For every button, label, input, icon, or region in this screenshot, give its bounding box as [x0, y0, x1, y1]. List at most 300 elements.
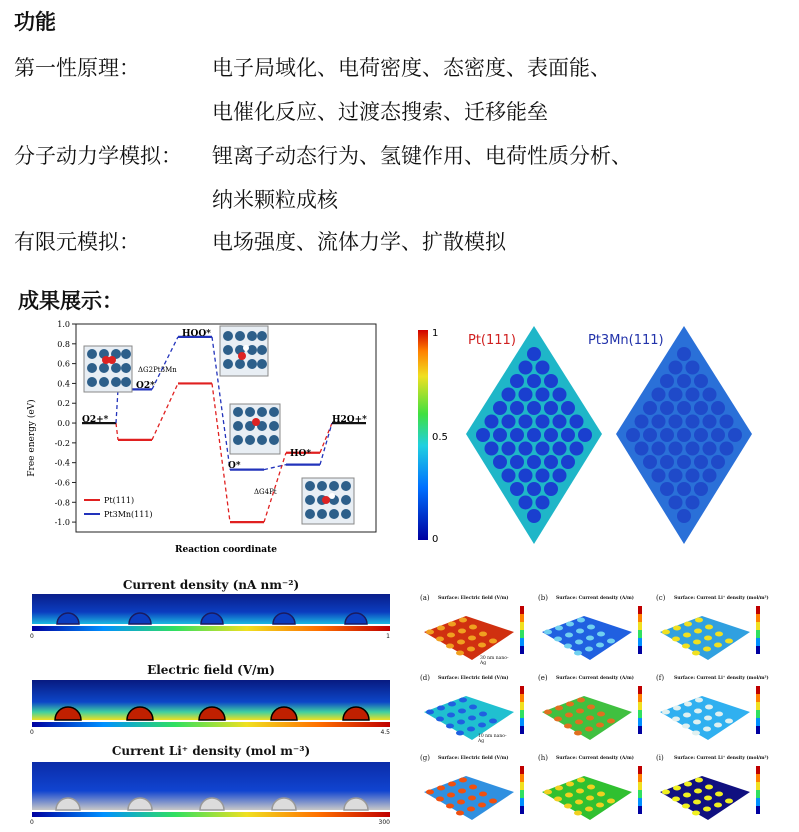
surface-spot	[682, 804, 690, 809]
density-spot	[502, 469, 516, 483]
colorbar-segment	[520, 806, 524, 814]
density-spot	[660, 428, 674, 442]
heading-results: 成果展示：	[18, 289, 123, 313]
colorbar-segment	[756, 782, 760, 790]
density-spot	[527, 401, 541, 415]
surface-spot	[447, 633, 455, 638]
particle-bump	[271, 707, 297, 720]
density-spot	[686, 361, 700, 375]
density-spot	[510, 482, 524, 496]
colorbar-segment	[756, 622, 760, 630]
surface-spot	[566, 702, 574, 707]
colorbar-segment	[520, 622, 524, 630]
y-tick-label: 1.0	[57, 320, 70, 329]
density-spot	[527, 374, 541, 388]
surface-spot	[587, 705, 595, 710]
density-spot	[578, 428, 592, 442]
surface-spot	[597, 792, 605, 797]
colorbar-segment	[756, 614, 760, 622]
density-spot	[652, 469, 666, 483]
surface-spot	[586, 636, 594, 641]
surface-spot	[489, 719, 497, 724]
scale-min: 0	[30, 729, 34, 736]
surface-spot	[693, 800, 701, 805]
y-tick-label: 0.8	[57, 339, 70, 349]
density-spot	[561, 401, 575, 415]
colorbar-segment	[520, 726, 524, 734]
surface-spot	[575, 800, 583, 805]
density-spot	[686, 496, 700, 510]
colorbar-segment	[638, 686, 642, 694]
particle-bump	[56, 798, 80, 810]
colorbar-segment	[638, 782, 642, 790]
particle-bump	[57, 613, 79, 624]
density-spot	[536, 469, 550, 483]
surface-spot	[577, 778, 585, 783]
colorbar-segment	[520, 694, 524, 702]
surface-spot	[459, 618, 467, 623]
row-label-first-principles: 第一性原理：	[14, 56, 140, 80]
panel-tag: (g)	[420, 754, 430, 762]
panel-title: Surface: Electric field (V/m)	[438, 676, 509, 681]
colorbar-segment	[638, 798, 642, 806]
surface-spot	[576, 789, 584, 794]
surface-spot	[426, 710, 434, 715]
surface-spot	[554, 637, 562, 642]
colorbar-segment	[520, 686, 524, 694]
molecule-inset-hoo	[220, 326, 268, 376]
density-spot	[502, 388, 516, 402]
colorbar-segment	[638, 726, 642, 734]
surface-spot	[479, 792, 487, 797]
colorbar-segment	[638, 614, 642, 622]
state-label: HOO*	[182, 329, 211, 339]
colorbar-segment	[756, 766, 760, 774]
density-spot	[510, 455, 524, 469]
y-tick-label: 0.4	[57, 379, 70, 389]
surface-spot	[586, 716, 594, 721]
surface-spot	[554, 797, 562, 802]
surface-plot-grid	[418, 594, 790, 830]
fem-panels	[30, 578, 392, 830]
surface-spot	[672, 797, 680, 802]
density-spot	[669, 361, 683, 375]
density-spot	[527, 482, 541, 496]
surface-spot	[684, 782, 692, 787]
surface-spot	[596, 803, 604, 808]
colorbar-segment	[520, 710, 524, 718]
density-spot	[570, 442, 584, 456]
surface-spot	[478, 723, 486, 728]
density-spot	[561, 428, 575, 442]
surface-spot	[447, 713, 455, 718]
density-spot	[635, 415, 649, 429]
density-spot	[694, 455, 708, 469]
row-line: 电催化反应、过渡态搜索、迁移能垒	[212, 100, 548, 124]
state-label: O2*	[136, 381, 155, 391]
surface-spot	[715, 712, 723, 717]
colorbar-segment	[638, 790, 642, 798]
y-tick-label: 0.2	[57, 399, 70, 409]
density-spot	[669, 469, 683, 483]
y-tick-label: -1.0	[54, 518, 70, 528]
colorbar-segment	[756, 798, 760, 806]
surface-spot	[564, 724, 572, 729]
density-spot	[544, 401, 558, 415]
colorbar-segment	[756, 638, 760, 646]
panel-title: Surface: Electric field (V/m)	[438, 596, 509, 601]
surface-spot	[673, 786, 681, 791]
colorbar	[418, 330, 428, 540]
colorbar-segment	[638, 630, 642, 638]
density-spot	[643, 401, 657, 415]
surface-spot	[456, 651, 464, 656]
particle-bump	[199, 707, 225, 720]
density-spot	[519, 469, 533, 483]
surface-spot	[467, 727, 475, 732]
particle-bump	[272, 798, 296, 810]
scale-max: 1	[386, 633, 390, 640]
particle-bump	[345, 613, 367, 624]
density-spot	[703, 469, 717, 483]
surface-spot	[555, 786, 563, 791]
surface-spot	[478, 643, 486, 648]
surface-spot	[715, 792, 723, 797]
density-spot	[686, 415, 700, 429]
density-spot	[652, 415, 666, 429]
density-spot	[493, 401, 507, 415]
surface-spot	[574, 811, 582, 816]
panel-tag: (c)	[656, 594, 666, 602]
surface-spot	[566, 782, 574, 787]
surface-spot	[468, 636, 476, 641]
density-spot	[544, 374, 558, 388]
surface-spot	[662, 710, 670, 715]
surface-spot	[436, 717, 444, 722]
surface-spot	[574, 651, 582, 656]
colorbar-segment	[638, 766, 642, 774]
density-spot	[677, 401, 691, 415]
density-spot	[720, 415, 734, 429]
surface-spot	[448, 622, 456, 627]
density-spot	[677, 374, 691, 388]
density-spot	[626, 428, 640, 442]
surface-spot	[479, 712, 487, 717]
density-spot	[720, 442, 734, 456]
colorbar-segment	[520, 614, 524, 622]
particle-bump	[343, 707, 369, 720]
surface-spot	[692, 731, 700, 736]
surface-spot	[436, 797, 444, 802]
surface-spot	[564, 804, 572, 809]
density-spot	[536, 388, 550, 402]
surface-spot	[575, 640, 583, 645]
panel-title: Surface: Current Li⁺ density (mol/m³)	[674, 676, 769, 681]
density-spot	[527, 347, 541, 361]
density-spot	[544, 455, 558, 469]
density-spot	[694, 428, 708, 442]
density-spot	[677, 482, 691, 496]
state-label: O*	[228, 461, 241, 471]
density-spot	[660, 374, 674, 388]
y-tick-label: -0.4	[54, 458, 70, 468]
surface-spot	[479, 632, 487, 637]
surface-spot	[469, 625, 477, 630]
panel-tag: (a)	[420, 594, 430, 602]
density-spot	[652, 388, 666, 402]
legend-label: Pt(111)	[104, 496, 135, 505]
density-spot	[703, 388, 717, 402]
density-spot	[519, 388, 533, 402]
scale-max: 300	[378, 819, 390, 826]
surface-spot	[705, 785, 713, 790]
surface-spot	[585, 647, 593, 652]
surface-spot	[597, 632, 605, 637]
colorbar-segment	[520, 630, 524, 638]
density-spot	[527, 509, 541, 523]
colorbar-segment	[756, 806, 760, 814]
density-spot	[686, 388, 700, 402]
annotation-note: 30 nm nano-Ag	[480, 656, 509, 666]
colorbar-segment	[520, 798, 524, 806]
density-spot	[493, 428, 507, 442]
scale-min: 0	[30, 633, 34, 640]
surface-spot	[714, 723, 722, 728]
density-spot	[635, 442, 649, 456]
molecule-inset-o	[230, 404, 280, 454]
surface-spot	[585, 807, 593, 812]
surface-spot	[459, 698, 467, 703]
surface-spot	[694, 789, 702, 794]
surface-spot	[469, 705, 477, 710]
surface-spot	[695, 698, 703, 703]
panel-tag: (d)	[420, 674, 430, 682]
density-spot	[502, 442, 516, 456]
surface-spot	[682, 644, 690, 649]
panel-title: Surface: Current Li⁺ density (mol/m³)	[674, 756, 769, 761]
colorbar-max: 1	[432, 328, 439, 339]
colorbar-segment	[520, 718, 524, 726]
density-spot	[553, 388, 567, 402]
heading-function: 功能	[14, 10, 56, 34]
surface-spot	[714, 643, 722, 648]
density-spot	[476, 428, 490, 442]
surface-spot	[587, 625, 595, 630]
surface-spot	[672, 637, 680, 642]
free-energy-chart	[20, 318, 380, 558]
particle-bumps	[30, 578, 392, 830]
surface-spot	[607, 719, 615, 724]
surface-spot	[704, 716, 712, 721]
surface-spot	[566, 622, 574, 627]
surface-spot	[596, 723, 604, 728]
legend-label: Pt3Mn(111)	[104, 510, 153, 519]
panel-label-pt3mn: Pt3Mn(111)	[588, 333, 664, 348]
density-spot	[694, 374, 708, 388]
colorbar-segment	[756, 606, 760, 614]
particle-bump	[200, 798, 224, 810]
surface-spot	[692, 651, 700, 656]
density-spot	[669, 388, 683, 402]
colorbar-segment	[638, 702, 642, 710]
surface-spot	[456, 731, 464, 736]
particle-bump	[201, 613, 223, 624]
delta-g-label: ΔG2Pt3Mn	[138, 366, 177, 374]
colorbar-segment	[638, 622, 642, 630]
surface-spot	[673, 626, 681, 631]
panel-title: Electric field (V/m)	[147, 663, 275, 677]
colorbar-segment	[756, 646, 760, 654]
molecule-inset-ho	[302, 478, 354, 524]
surface-spot	[597, 712, 605, 717]
state-label: H2O+*	[332, 415, 367, 425]
surface-spot	[596, 643, 604, 648]
surface-spot	[694, 629, 702, 634]
surface-spot	[426, 630, 434, 635]
density-spot	[485, 415, 499, 429]
colorbar-segment	[756, 686, 760, 694]
surface-spot	[565, 793, 573, 798]
surface-spot	[458, 709, 466, 714]
colorbar-segment	[520, 606, 524, 614]
colorbar-segment	[520, 790, 524, 798]
y-axis-label: Free energy (eV)	[27, 399, 37, 477]
surface-spot	[458, 629, 466, 634]
surface-spot	[585, 727, 593, 732]
density-spot	[544, 482, 558, 496]
density-spot	[677, 509, 691, 523]
density-spot	[493, 455, 507, 469]
density-spot	[510, 374, 524, 388]
row-line: 纳米颗粒成核	[212, 188, 338, 212]
surface-spot	[437, 626, 445, 631]
surface-spot	[607, 639, 615, 644]
colorbar-segment	[756, 694, 760, 702]
colorbar-segment	[638, 774, 642, 782]
density-spot	[660, 455, 674, 469]
panel-title: Surface: Current Li⁺ density (mol/m³)	[674, 596, 769, 601]
density-spot	[570, 415, 584, 429]
surface-spot	[446, 724, 454, 729]
colorbar-min: 0	[432, 534, 439, 545]
colorbar-segment	[638, 638, 642, 646]
density-spot	[502, 415, 516, 429]
surface-spot	[577, 618, 585, 623]
surface-spot	[555, 706, 563, 711]
density-spot	[519, 415, 533, 429]
molecule-inset-o2	[84, 346, 132, 392]
panel-tag: (h)	[538, 754, 548, 762]
x-axis-label: Reaction coordinate	[175, 545, 277, 555]
panel-tag: (i)	[656, 754, 664, 762]
surface-spot	[489, 799, 497, 804]
density-spot	[643, 455, 657, 469]
density-spot	[694, 482, 708, 496]
surface-spot	[489, 639, 497, 644]
density-spot	[536, 442, 550, 456]
panel-title: Surface: Current density (A/m)	[556, 596, 634, 601]
surface-spot	[705, 625, 713, 630]
density-spot	[703, 442, 717, 456]
surface-spot	[468, 796, 476, 801]
density-spot	[652, 442, 666, 456]
colorbar-segment	[756, 774, 760, 782]
surface-spot	[715, 632, 723, 637]
surface-panel	[418, 594, 534, 672]
surface-spot	[692, 811, 700, 816]
surface-spot	[725, 639, 733, 644]
surface-spot	[703, 727, 711, 732]
surface-panel	[536, 594, 652, 672]
state-label: O2+*	[82, 415, 109, 425]
scale-max: 4.5	[380, 729, 390, 736]
surface-spot	[683, 793, 691, 798]
density-spot	[728, 428, 742, 442]
density-spot	[677, 347, 691, 361]
density-spot	[643, 428, 657, 442]
colorbar-segment	[638, 718, 642, 726]
particle-bump	[127, 707, 153, 720]
surface-spot	[437, 706, 445, 711]
surface-spot	[703, 647, 711, 652]
surface-spot	[554, 717, 562, 722]
delta-g-label: ΔG4Pt	[254, 488, 277, 496]
surface-panel	[654, 754, 770, 832]
row-label-fem: 有限元模拟：	[14, 230, 140, 254]
row-line: 电场强度、流体力学、扩散模拟	[212, 230, 506, 254]
surface-spot	[662, 790, 670, 795]
density-spot	[561, 455, 575, 469]
panel-title: Surface: Current density (A/m)	[556, 676, 634, 681]
colorbar-segment	[756, 790, 760, 798]
surface-spot	[544, 630, 552, 635]
density-spot	[711, 455, 725, 469]
panel-tag: (e)	[538, 674, 548, 682]
colorbar-segment	[520, 646, 524, 654]
surface-spot	[565, 713, 573, 718]
surface-spot	[704, 636, 712, 641]
surface-spot	[714, 803, 722, 808]
row-line: 电子局域化、电荷密度、态密度、表面能、	[212, 56, 611, 80]
panel-title: Surface: Current density (A/m)	[556, 756, 634, 761]
surface-spot	[683, 713, 691, 718]
density-spot	[694, 401, 708, 415]
surface-panel	[654, 594, 770, 672]
colorbar-segment	[756, 726, 760, 734]
density-spot	[711, 428, 725, 442]
surface-spot	[459, 778, 467, 783]
surface-spot	[684, 622, 692, 627]
density-spot	[669, 496, 683, 510]
surface-spot	[672, 717, 680, 722]
density-spot	[703, 415, 717, 429]
annotation-note: 10 nm nano-Ag	[478, 734, 507, 744]
y-tick-label: -0.6	[54, 478, 70, 488]
density-spot	[686, 469, 700, 483]
surface-spot	[564, 644, 572, 649]
density-spot	[510, 428, 524, 442]
surface-spot	[467, 647, 475, 652]
surface-spot	[448, 782, 456, 787]
surface-spot	[457, 720, 465, 725]
density-spot	[553, 415, 567, 429]
surface-spot	[446, 804, 454, 809]
surface-spot	[469, 785, 477, 790]
panel-tag: (f)	[656, 674, 665, 682]
surface-spot	[446, 644, 454, 649]
y-tick-label: -0.8	[54, 498, 70, 508]
surface-spot	[458, 789, 466, 794]
